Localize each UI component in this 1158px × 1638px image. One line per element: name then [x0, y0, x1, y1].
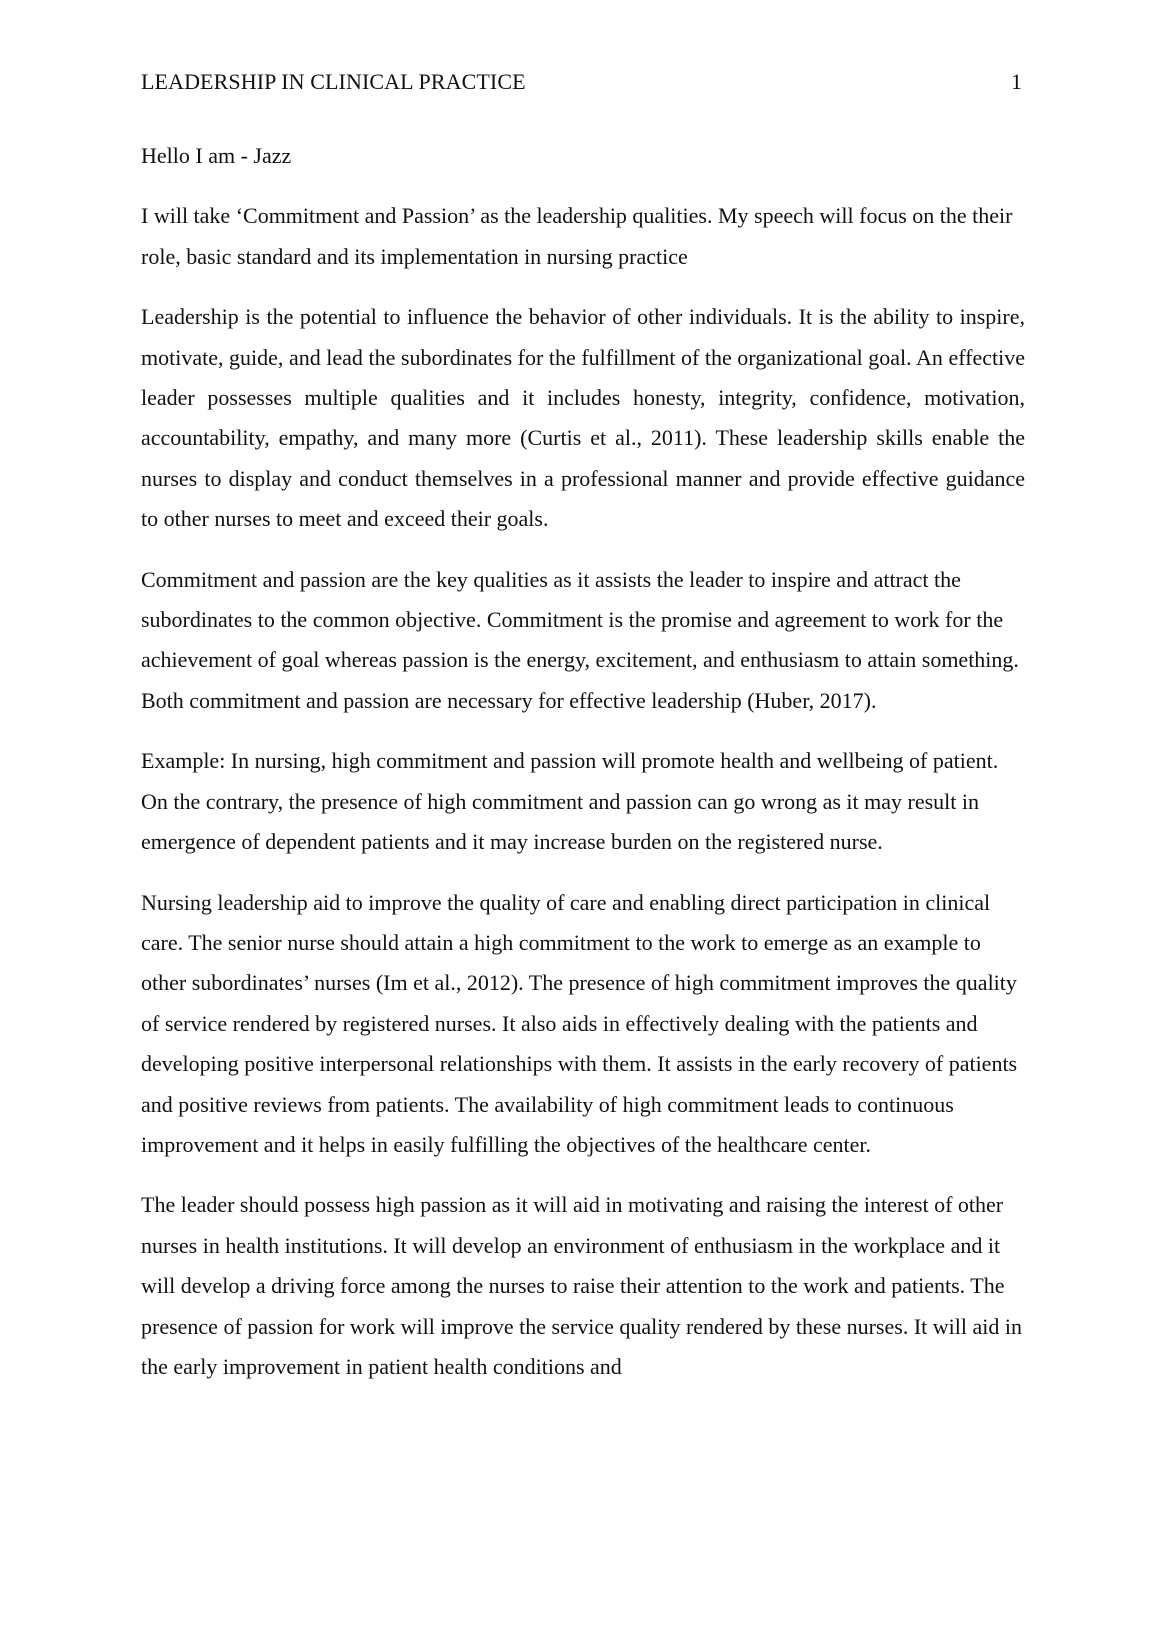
paragraph-commitment-passion: Commitment and passion are the key qualities as it assists the leader to inspire and attract the subordinates to the common objective. Commitment is the promise and agreement to work for the achievement of goal whereas passion is the energy, excitement, and enthusiasm to attain something. Both commitment and passion are necessary for effective leadership (Huber, 2017).: [141, 566, 1019, 713]
paragraph-leadership-definition: Leadership is the potential to influence the behavior of other individuals. It is the ability to inspire, motivate, guide, and lead the subordinates for the fulfillment of the organizational goal. An effective leader possesses multiple qualities and it includes honesty, integrity, confidence, motivation, accountability, empathy, and many more (Curtis et al., 2011). These leadership skills enable the nurses to display and conduct themselves in a professional manner and provide effective guidance to other nurses to meet and exceed their goals.: [141, 304, 1025, 532]
running-head: LEADERSHIP IN CLINICAL PRACTICE: [141, 69, 526, 94]
paragraph-passion: The leader should possess high passion as it will aid in motivating and raising the interest of other nurses in health institutions. It will develop an environment of enthusiasm in the workplace and it will develop a driving force among the nurses to raise their attention to the work and patients. The presence of passion for work will improve the service quality rendered by these nurses. It will aid in the early improvement in patient health conditions and: [141, 1192, 1022, 1379]
paragraph-intro: I will take ‘Commitment and Passion’ as the leadership qualities. My speech will focus on the their role, basic standard and its implementation in nursing practice: [141, 203, 1013, 269]
greeting-line: Hello I am - Jazz: [141, 143, 292, 168]
page-number: 1: [1011, 69, 1022, 94]
paragraph-nursing-leadership: Nursing leadership aid to improve the quality of care and enabling direct participation in clinical care. The senior nurse should attain a high commitment to the work to emerge as an example to other subordinates’ nurses (Im et al., 2012). The presence of high commitment improves the quality of service rendered by registered nurses. It also aids in effectively dealing with the patients and developing positive interpersonal relationships with them. It assists in the early recovery of patients and positive reviews from patients. The availability of high commitment leads to continuous improvement and it helps in easily fulfilling the objectives of the healthcare center.: [141, 889, 1018, 1157]
document-body: [141, 136, 1025, 1407]
paragraph-example: Example: In nursing, high commitment and passion will promote health and wellbeing of patient. On the contrary, the presence of high commitment and passion can go wrong as it may result in emergence of dependent patients and it may increase burden on the registered nurse.: [141, 748, 999, 855]
